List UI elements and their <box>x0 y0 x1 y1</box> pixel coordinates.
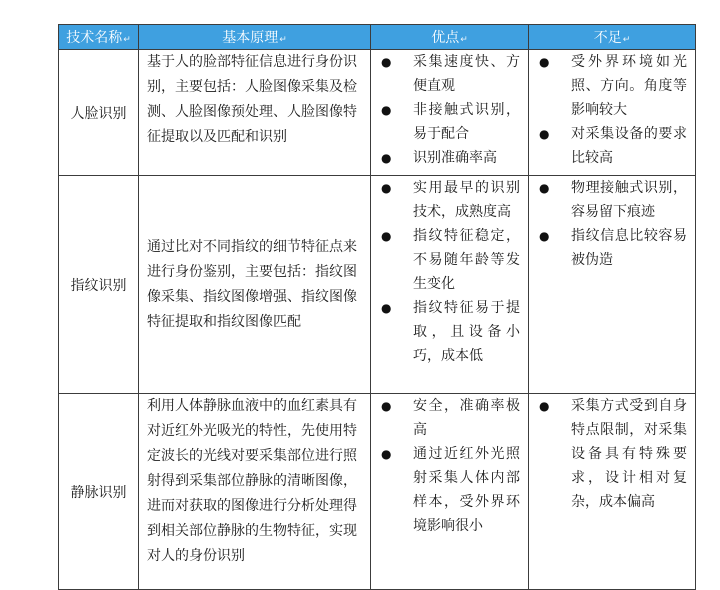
header-pros: 优点↵ <box>371 25 529 50</box>
list-item: ● 通过近红外光照射采集人体内部样本，受外界环境影响很小 <box>371 442 520 538</box>
paragraph-mark-icon: ↵ <box>123 35 131 45</box>
list-item: ● 指纹特征易于提取，且设备小巧，成本低 <box>371 296 520 368</box>
header-tech-name: 技术名称↵ <box>59 25 139 50</box>
header-principle: 基本原理↵ <box>139 25 371 50</box>
cons-cell <box>529 394 696 590</box>
table-row-vein <box>59 394 696 590</box>
tech-name-cell: 指纹识别 <box>59 176 139 394</box>
list-item: ● 安全，准确率极高 <box>371 394 520 442</box>
principle-cell: 基于人的脸部特征信息进行身份识别，主要包括：人脸图像采集及检测、人脸图像预处理、人脸图像特征提取以及匹配和识别 <box>139 50 371 176</box>
table-row-fingerprint <box>59 176 696 394</box>
cons-cell <box>529 176 696 394</box>
principle-cell: 利用人体静脉血液中的血红素具有对近红外光吸光的特性，先使用特定波长的光线对要采集部位进行照射得到采集部位静脉的清晰图像，进而对获取的图像进行分析处理得到相关部位静脉的生物特征，实现对人的身份识别 <box>139 394 371 590</box>
pros-cell <box>371 176 529 394</box>
tech-name-cell: 静脉识别 <box>59 394 139 590</box>
list-item: ● 受外界环境如光照、方向。角度等影响较大 <box>529 50 687 122</box>
list-item: ● 采集方式受到自身特点限制，对采集设备具有特殊要求，设计相对复杂，成本偏高 <box>529 394 687 514</box>
list-item: ● 识别准确率高 <box>371 146 520 170</box>
paragraph-mark-icon: ↵ <box>460 35 468 45</box>
tech-name-cell: 人脸识别 <box>59 50 139 176</box>
list-item: ● 采集速度快、方便直观 <box>371 50 520 98</box>
list-item: ● 对采集设备的要求比较高 <box>529 122 687 170</box>
cons-cell <box>529 50 696 176</box>
header-row <box>59 25 696 50</box>
paragraph-mark-icon: ↵ <box>622 35 631 45</box>
list-item: ● 非接触式识别，易于配合 <box>371 98 520 146</box>
list-item: ● 物理接触式识别，容易留下痕迹 <box>529 176 687 224</box>
table-row-face <box>59 50 696 176</box>
comparison-table <box>58 24 696 590</box>
paragraph-mark-icon: ↵ <box>279 35 287 45</box>
principle-cell: 通过比对不同指纹的细节特征点来进行身份鉴别，主要包括：指纹图像采集、指纹图像增强、指纹图像特征提取和指纹图像匹配 <box>139 176 371 394</box>
header-cons: 不足↵ <box>529 25 696 50</box>
list-item: ● 指纹特征稳定，不易随年龄等发生变化 <box>371 224 520 296</box>
list-item: ● 指纹信息比较容易被伪造 <box>529 224 687 272</box>
pros-cell <box>371 394 529 590</box>
list-item: ● 实用最早的识别技术，成熟度高 <box>371 176 520 224</box>
pros-cell <box>371 50 529 176</box>
